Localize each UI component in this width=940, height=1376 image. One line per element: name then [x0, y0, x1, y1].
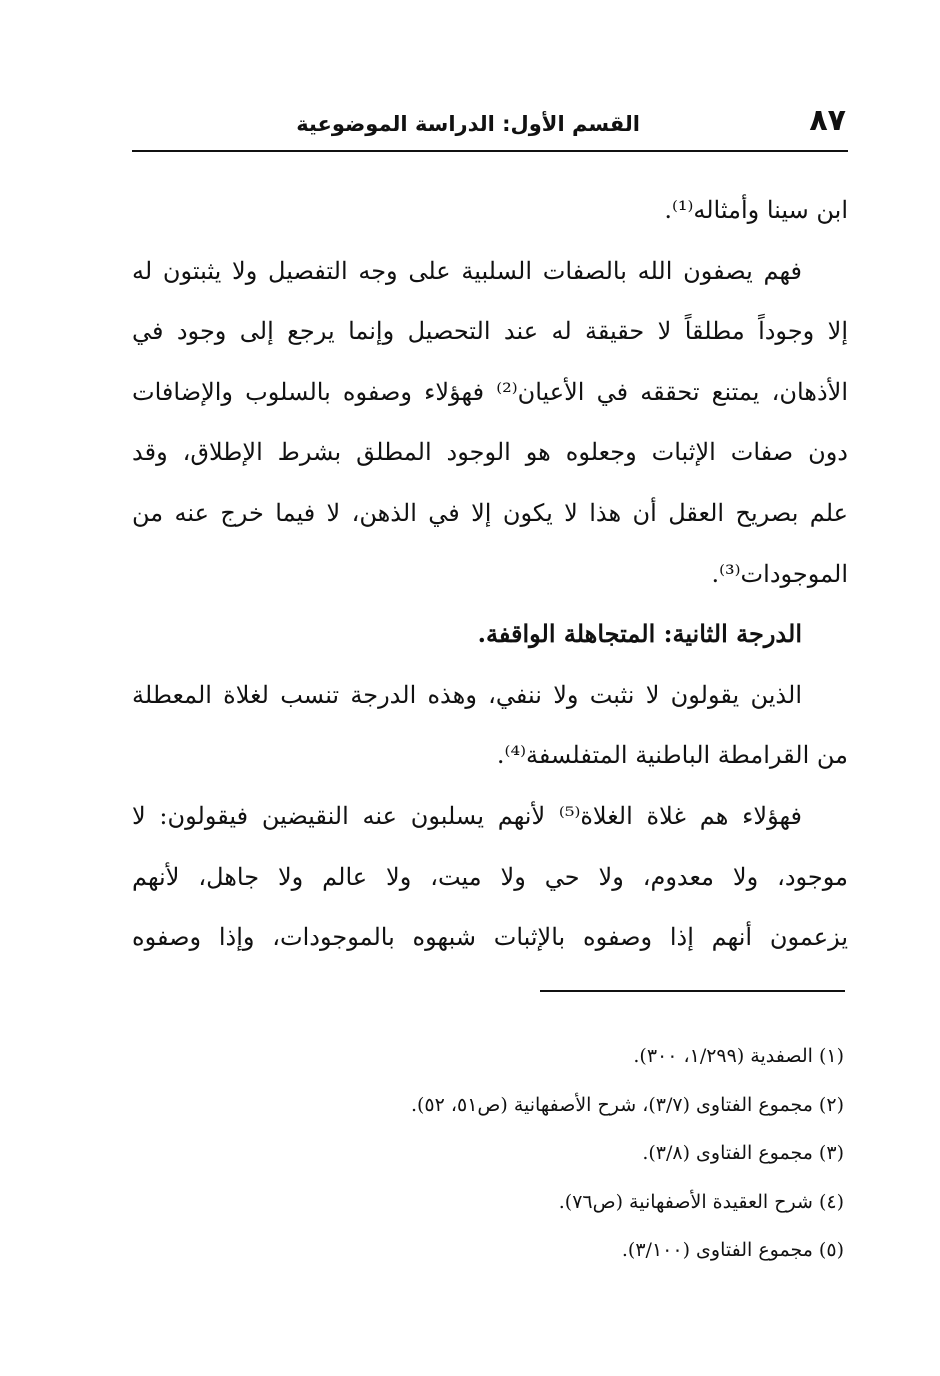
text-line: الذين يقولون لا نثبت ولا ننفي، وهذه الدرجة تنسب لغلاة المعطلة: [132, 680, 802, 709]
text-line: الموجودات⁽³⁾.: [711, 559, 848, 588]
footnote-item: (٣) مجموع الفتاوى (٣/٨).: [642, 1142, 844, 1164]
text-line: إلا وجوداً مطلقاً لا حقيقة له عند التحصيل وإنما يرجع إلى وجود في: [132, 317, 848, 346]
text-line: ابن سينا وأمثاله⁽¹⁾.: [664, 196, 848, 224]
text-line: موجود، ولا معدوم، ولا حي ولا ميت، ولا عالم ولا جاهل، لأنهم: [132, 862, 848, 891]
text-line: يزعمون أنهم إذا وصفوه بالإثبات شبهوه بالموجودات، وإذا وصفوه: [132, 923, 848, 952]
footnote-separator: [540, 990, 845, 992]
section-title: القسم الأول: الدراسة الموضوعية: [296, 112, 640, 136]
footnote-item: (٤) شرح العقيدة الأصفهانية (ص٧٦).: [558, 1190, 844, 1213]
footnotes: [132, 1032, 848, 1275]
text-line: دون صفات الإثبات وجعلوه هو الوجود المطلق بشرط الإطلاق، وقد: [132, 438, 848, 467]
text-line: من القرامطة الباطنية المتفلسفة⁽⁴⁾.: [496, 741, 848, 770]
text-line: فهم يصفون الله بالصفات السلبية على وجه التفصيل ولا يثبتون له: [132, 256, 802, 285]
main-text: [132, 180, 848, 968]
text-line: الأذهان، يمتنع تحققه في الأعيان⁽²⁾ فهؤلاء وصفوه بالسلوب والإضافات: [132, 377, 848, 406]
footnote-item: (٥) مجموع الفتاوى (٣/١٠٠).: [621, 1239, 844, 1261]
running-header: [132, 100, 848, 152]
footnote-item: (١) الصفدية (١/٢٩٩، ٣٠٠).: [633, 1045, 844, 1067]
text-line: فهؤلاء هم غلاة الغلاة⁽⁵⁾ لأنهم يسلبون عنه النقيضين فيقولون: لا: [132, 801, 803, 830]
footnote-item: (٢) مجموع الفتاوى (٣/٧)، شرح الأصفهانية (ص٥١، ٥٢).: [410, 1093, 844, 1116]
text-line: علم بصريح العقل أن هذا لا يكون إلا في الذهن، لا فيما خرج عنه من: [132, 498, 848, 527]
subheading: الدرجة الثانية: المتجاهلة الواقفة.: [477, 619, 802, 649]
page-number: ٨٧: [809, 103, 846, 138]
